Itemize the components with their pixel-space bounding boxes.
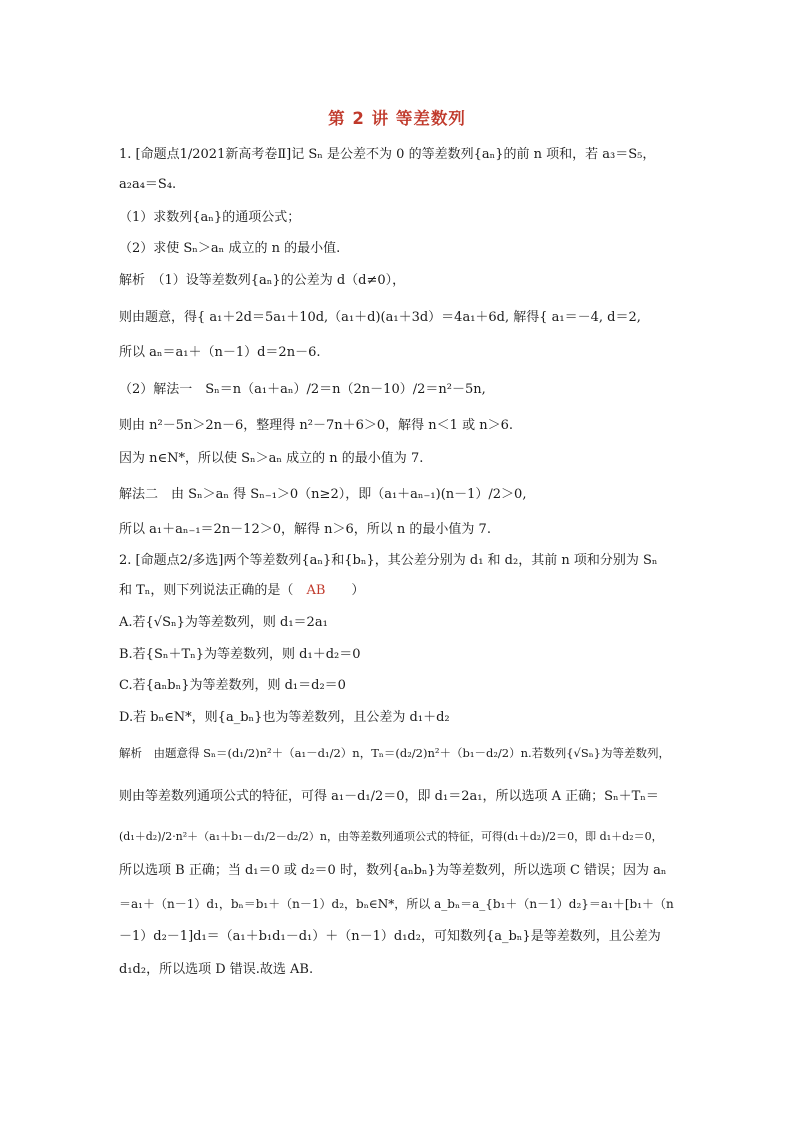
solution-1-line-8: 所以 a₁＋aₙ₋₁＝2n－12＞0，解得 n＞6，所以 n 的最小值为 7. xyxy=(119,522,491,537)
solution-1-line-1: 解析 （1）设等差数列{aₙ}的公差为 d（d≠0）， xyxy=(119,273,406,288)
problem-2-stem-line-1: 2. [命题点2/多选]两个等差数列{aₙ}和{bₙ}，其公差分别为 d₁ 和 d₂，其前 n 项和分别为 Sₙ xyxy=(119,553,658,568)
solution-1-line-4: （2）解法一 Sₙ＝n（a₁＋aₙ）/2＝n（2n－10）/2＝n²－5n, xyxy=(119,382,486,397)
solution-2-line-6: －1）d₂－1]d₁＝（a₁＋b₁d₁－d₁）＋（n－1）d₁d₂，可知数列{a_bₙ}是等差数列，且公差为 xyxy=(119,929,661,944)
solution-1-line-6: 因为 n∈N*，所以使 Sₙ＞aₙ 成立的 n 的最小值为 7. xyxy=(119,451,424,466)
solution-2-line-1: 解析 由题意得 Sₙ＝(d₁/2)n²＋（a₁－d₁/2）n，Tₙ＝(d₂/2)n²＋（b₁－d₂/2）n.若数列{√Sₙ}为等差数列， xyxy=(119,746,671,760)
solution-2-line-2: 则由等差数列通项公式的特征，可得 a₁－d₁/2＝0，即 d₁＝2a₁，所以选项 A 正确；Sₙ＋Tₙ＝ xyxy=(119,789,659,804)
problem-1-stem-line-1: 1. [命题点1/2021新高考卷Ⅱ]记 Sₙ 是公差不为 0 的等差数列{aₙ}的前 n 项和，若 a₃＝S₅， xyxy=(119,147,656,162)
answer-text: AB xyxy=(306,583,326,598)
solution-2-line-7: d₁d₂，所以选项 D 错误.故选 AB. xyxy=(119,962,314,977)
solution-1-line-7: 解法二 由 Sₙ＞aₙ 得 Sₙ₋₁＞0（n≥2），即（a₁＋aₙ₋₁)(n－1）/2＞0, xyxy=(119,487,527,502)
page-title: 第 2 讲 等差数列 xyxy=(328,109,466,128)
problem-1-question-1: （1）求数列{aₙ}的通项公式； xyxy=(119,210,301,225)
solution-1-line-3: 所以 aₙ＝a₁＋（n－1）d＝2n－6. xyxy=(119,345,321,360)
solution-2-line-4: 所以选项 B 正确；当 d₁＝0 或 d₂＝0 时，数列{aₙbₙ}为等差数列，所以选项 C 错误；因为 aₙ xyxy=(119,863,667,878)
option-a: A.若{√Sₙ}为等差数列，则 d₁＝2a₁ xyxy=(119,615,328,630)
solution-1-line-2: 则由题意，得{ a₁＋2d＝5a₁＋10d,（a₁＋d)(a₁＋3d）＝4a₁＋6d, 解得{ a₁＝－4, d＝2, xyxy=(119,310,641,325)
problem-2-stem-prefix: 和 Tₙ，则下列说法正确的是（ xyxy=(119,583,294,598)
option-b: B.若{Sₙ＋Tₙ}为等差数列，则 d₁＋d₂＝0 xyxy=(119,647,361,662)
solution-2-line-3: (d₁＋d₂)/2·n²＋（a₁＋b₁－d₁/2－d₂/2）n，由等差数列通项公式的特征，可得(d₁＋d₂)/2＝0，即 d₁＋d₂＝0， xyxy=(119,830,663,843)
option-c: C.若{aₙbₙ}为等差数列，则 d₁＝d₂＝0 xyxy=(119,678,346,693)
problem-2-stem-line-2 xyxy=(119,583,679,599)
problem-1-question-2: （2）求使 Sₙ＞aₙ 成立的 n 的最小值. xyxy=(119,241,341,256)
problem-2-stem-suffix: ） xyxy=(351,583,365,598)
problem-1-stem-line-2: a₂a₄＝S₄. xyxy=(119,177,177,192)
option-d: D.若 bₙ∈N*，则{a_bₙ}也为等差数列，且公差为 d₁＋d₂ xyxy=(119,710,450,725)
solution-1-line-5: 则由 n²－5n＞2n－6，整理得 n²－7n＋6＞0，解得 n＜1 或 n＞6. xyxy=(119,418,513,433)
solution-2-line-5: ＝a₁＋（n－1）d₁，bₙ＝b₁＋（n－1）d₂，bₙ∈N*，所以 a_bₙ＝a_{b₁＋（n－1）d₂}＝a₁＋[b₁＋（n xyxy=(119,897,674,911)
